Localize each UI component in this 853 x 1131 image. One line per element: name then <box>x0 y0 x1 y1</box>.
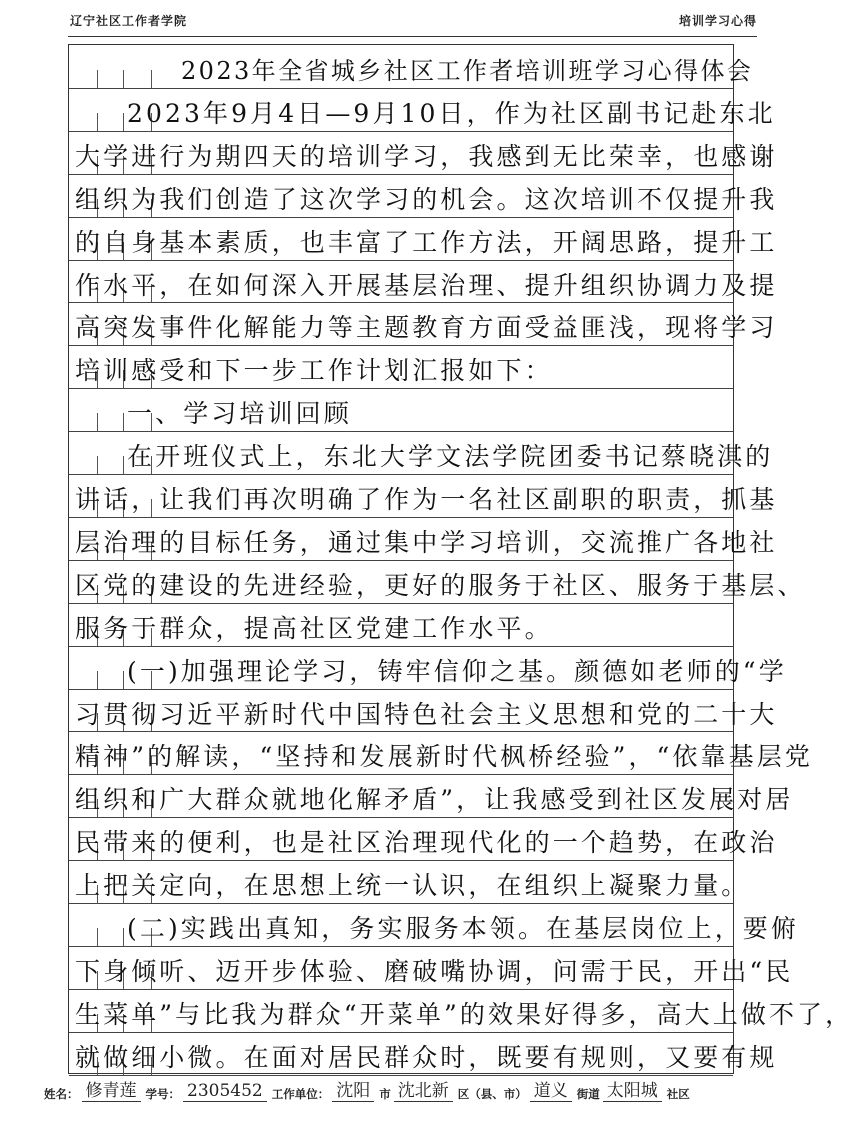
text-line: 2023年9月4日—9月10日，作为社区副书记赴东北 <box>127 98 776 128</box>
text-line: 习贯彻习近平新时代中国特色社会主义思想和党的二十大 <box>75 699 778 729</box>
text-line: 组织和广大群众就地化解矛盾”，让我感受到社区发展对居 <box>75 785 794 815</box>
ruled-sheet <box>68 44 853 1074</box>
text-line: 上把关定向，在思想上统一认识，在组织上凝聚力量。 <box>75 871 750 901</box>
text-line: 层治理的目标任务，通过集中学习培训，交流推广各地社 <box>75 527 778 557</box>
community-label: 社区 <box>666 1087 690 1101</box>
work-unit-label: 工作单位： <box>271 1087 330 1101</box>
text-line: 大学进行为期四天的培训学习，我感到无比荣幸，也感谢 <box>75 141 778 171</box>
community-value: 太阳城 <box>603 1076 662 1102</box>
district-label: 区（县、市） <box>457 1087 527 1101</box>
city-label: 市 <box>379 1087 391 1101</box>
student-id-label: 学号： <box>145 1087 180 1101</box>
text-line: 服务于群众，提高社区党建工作水平。 <box>75 613 553 643</box>
header-rule <box>68 36 757 37</box>
text-line: 精神”的解读，“坚持和发展新时代枫桥经验”，“依靠基层党 <box>75 742 813 772</box>
header-doc-type: 培训学习心得 <box>678 14 757 28</box>
text-line: 生菜单”与比我为群众“开菜单”的效果好得多，高大上做不了， <box>75 999 853 1029</box>
text-line: 区党的建设的先进经验，更好的服务于社区、服务于基层、 <box>75 570 806 600</box>
text-line: 下身倾听、迈开步体验、磨破嘴协调，问需于民，开出“民 <box>75 956 794 986</box>
street-value: 道义 <box>530 1076 572 1102</box>
header-school-name: 辽宁社区工作者学院 <box>70 14 188 28</box>
text-line: 培训感受和下一步工作计划汇报如下： <box>75 356 553 386</box>
text-line: 高突发事件化解能力等主题教育方面受益匪浅，现将学习 <box>75 313 778 343</box>
street-label: 街道 <box>576 1087 600 1101</box>
text-line: 作水平，在如何深入开展基层治理、提升组织协调力及提 <box>75 270 778 300</box>
text-line: 讲话，让我们再次明确了作为一名社区副职的职责，抓基 <box>75 485 778 514</box>
footer-info <box>42 1076 762 1102</box>
text-line: 在开班仪式上，东北大学文法学院团委书记蔡晓淇的 <box>127 442 774 472</box>
text-line: 2023年全省城乡社区工作者培训班学习心得体会 <box>181 57 754 85</box>
text-line: 民带来的便利，也是社区治理现代化的一个趋势，在政治 <box>75 828 778 858</box>
text-line: (二)实践出真知，务实服务本领。在基层岗位上，要俯 <box>127 914 800 943</box>
name-value: 修青莲 <box>82 1076 141 1102</box>
district-value: 沈北新 <box>394 1076 453 1102</box>
name-label: 姓名： <box>44 1087 79 1101</box>
text-line: 就做细小微。在面对居民群众时，既要有规则，又要有规 <box>75 1042 778 1072</box>
text-line: 的自身基本素质，也丰富了工作方法，开阔思路，提升工 <box>75 227 778 257</box>
text-line: (一)加强理论学习，铸牢信仰之基。颜德如老师的“学 <box>127 656 787 686</box>
student-id-value: 2305452 <box>183 1081 267 1102</box>
work-unit-value: 沈阳 <box>332 1076 374 1102</box>
text-line: 一、学习培训回顾 <box>127 399 352 429</box>
text-line: 组织为我们创造了这次学习的机会。这次培训不仅提升我 <box>75 184 778 214</box>
